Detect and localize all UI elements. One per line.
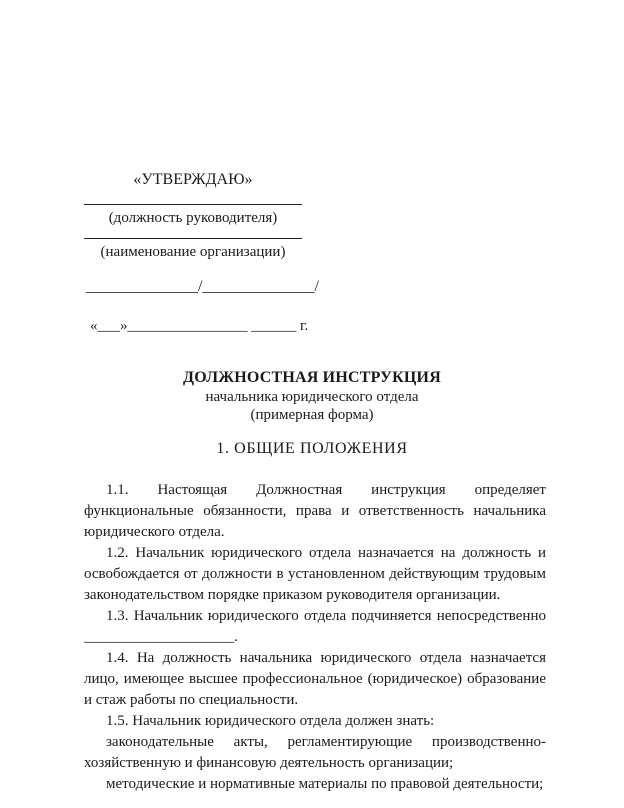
paragraph: 1.2. Начальник юридического отдела назначается на должность и освобождается от должности в установленном действующим трудовым законодательством порядке приказом руководителя организации. (84, 545, 546, 603)
document-title: ДОЛЖНОСТНАЯ ИНСТРУКЦИЯ (183, 369, 441, 386)
position-caption: (должность руководителя) (108, 210, 278, 226)
paragraph: законодательные акты, регламентирующие производственно-хозяйственную и финансовую деятельность организации; (84, 734, 546, 771)
paragraph: 1.1. Настоящая Должностная инструкция определяет функциональные обязанности, права и ответственность начальника юридического отдела. (84, 482, 546, 540)
date-line: «___»________________ ______ г. (90, 318, 309, 334)
paragraph: 1.5. Начальник юридического отдела должен знать: (106, 713, 435, 729)
document-subtitle: начальника юридического отдела (205, 389, 419, 405)
approval-title: «УТВЕРЖДАЮ» (133, 171, 253, 188)
signature-line: ______________/______________/ (86, 278, 319, 295)
organization-caption: (наименование организации) (100, 244, 286, 260)
form-note: (примерная форма) (250, 407, 374, 423)
organization-blank-line (84, 228, 302, 239)
position-blank-line (84, 190, 302, 205)
paragraph: методические и нормативные материалы по правовой деятельности; (106, 776, 544, 792)
document-heading (0, 368, 624, 424)
paragraph: 1.4. На должность начальника юридического отдела назначается лицо, имеющее высшее профессиональное (юридическое) образование и стаж работы по специальности. (84, 650, 546, 708)
document-body (84, 480, 546, 795)
paragraph: 1.3. Начальник юридического отдела подчиняется непосредственно ____________________. (84, 608, 546, 645)
section-title: 1. ОБЩИЕ ПОЛОЖЕНИЯ (216, 440, 408, 457)
approval-block (80, 170, 319, 334)
